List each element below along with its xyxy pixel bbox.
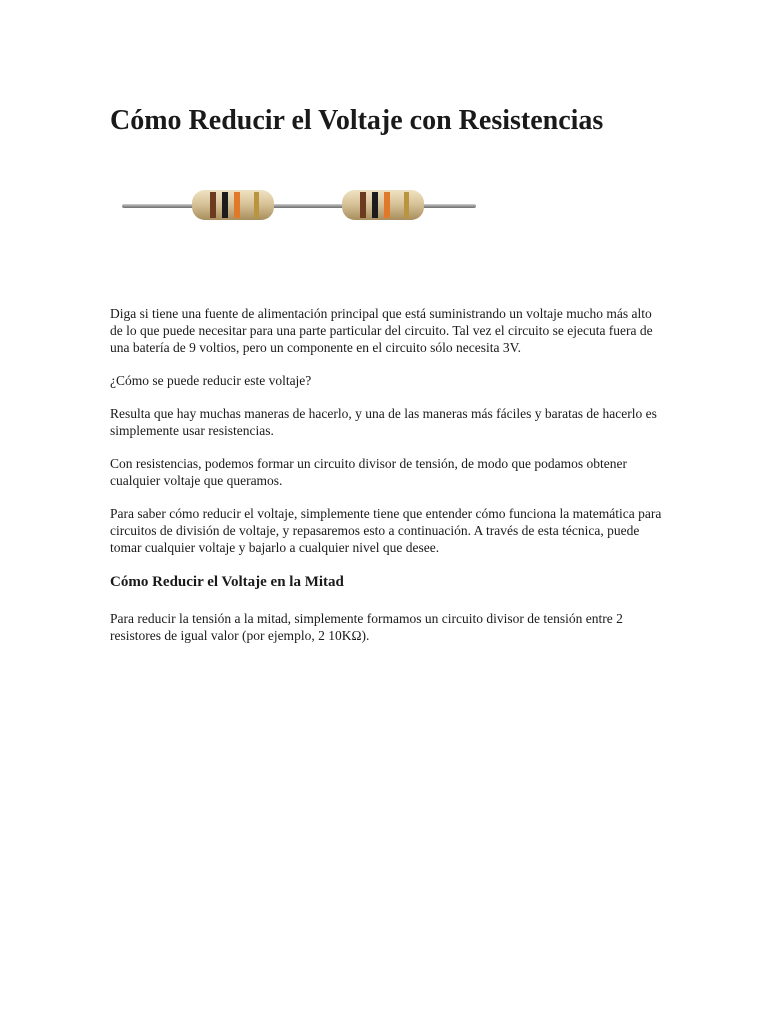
- paragraph-answer: Resulta que hay muchas maneras de hacerlo, y una de las maneras más fáciles y baratas de hacerlo es simplemente usar resistencias.: [110, 406, 657, 438]
- paragraph-intro: Diga si tiene una fuente de alimentación principal que está suministrando un voltaje mucho más alto de lo que puede necesitar para una parte particular del circuito. Tal vez el circuito se ejecuta fuera de una batería de 9 voltios, pero un componente en el circuito sólo necesita 3V.: [110, 306, 653, 355]
- section-heading: Cómo Reducir el Voltaje en la Mitad: [110, 574, 344, 590]
- resistor-figure: [120, 178, 480, 234]
- paragraph-half: Para reducir la tensión a la mitad, simplemente formamos un circuito divisor de tensión entre 2 resistores de igual valor (por ejemplo, 2 10KΩ).: [110, 611, 623, 643]
- resistor-2: [342, 190, 424, 220]
- resistor-1: [192, 190, 274, 220]
- article-body: [110, 305, 665, 660]
- resistors-image: [120, 178, 480, 234]
- paragraph-question: ¿Cómo se puede reducir este voltaje?: [110, 373, 312, 388]
- page-title: Cómo Reducir el Voltaje con Resistencias: [110, 105, 604, 136]
- paragraph-divider: Con resistencias, podemos formar un circuito divisor de tensión, de modo que podamos obtener cualquier voltaje que queramos.: [110, 456, 628, 488]
- paragraph-math: Para saber cómo reducir el voltaje, simplemente tiene que entender cómo funciona la matemática para circuitos de división de voltaje, y repasaremos esto a continuación. A través de esta técnica, puede tomar cualquier voltaje y bajarlo a cualquier nivel que desee.: [110, 506, 662, 555]
